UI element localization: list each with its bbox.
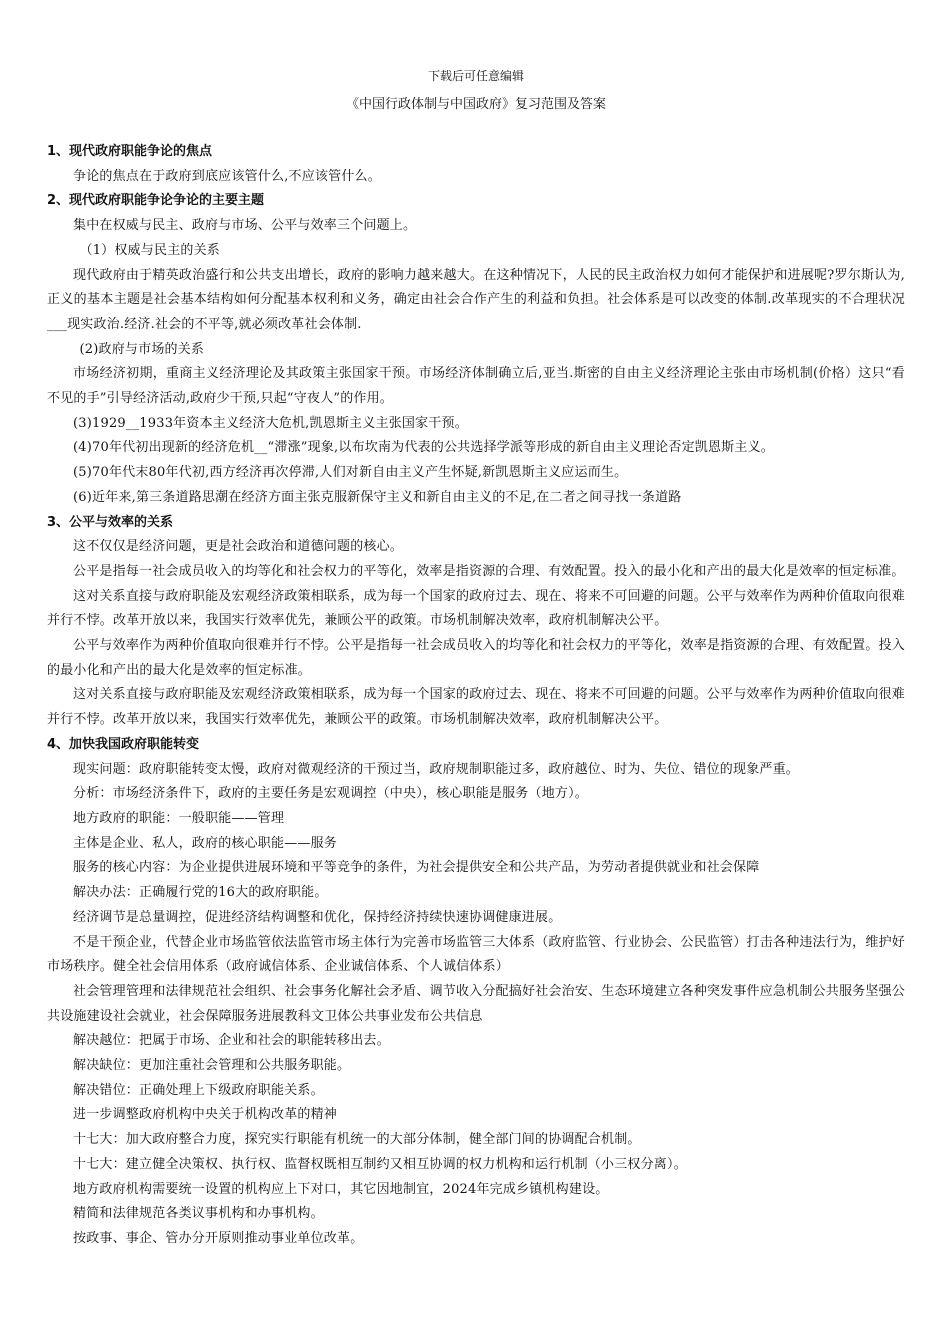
- paragraph: 社会管理管理和法律规范社会组织、社会事务化解社会矛盾、调节收入分配搞好社会治安、生态环境建立各种突发事件应急机制公共服务坚强公共设施建设社会就业，社会保障服务进展教科文卫体公共事业发布公共信息: [47, 983, 905, 1024]
- section-heading: 1、现代政府职能争论的焦点: [47, 144, 213, 159]
- paragraph: (2)政府与市场的关系: [79, 341, 205, 357]
- paragraph: 主体是企业、私人，政府的核心职能——服务: [73, 835, 338, 851]
- paragraph: 公平是指每一社会成员收入的均等化和社会权力的平等化，效率是指资源的合理、有效配置。投入的最小化和产出的最大化是效率的恒定标准。: [73, 563, 905, 579]
- paragraph: （1）权威与民主的关系: [79, 242, 220, 258]
- section-heading: 2、现代政府职能争论争论的主要主题: [47, 193, 265, 209]
- paragraph: 精简和法律规范各类议事机构和办事机构。: [73, 1206, 324, 1222]
- paragraph: 进一步调整政府机构中央关于机构改革的精神: [73, 1107, 338, 1123]
- paragraph: 不是干预企业，代替企业市场监管依法监管市场主体行为完善市场监管三大体系（政府监管、行业协会、公民监管）打击各种违法行为，维护好市场秩序。健全社会信用体系（政府诚信体系、企业诚信体系、个人诚信体系）: [47, 934, 905, 975]
- paragraph: (3)1929__1933年资本主义经济大危机,凯恩斯主义主张国家干预。: [73, 415, 468, 431]
- paragraph: 集中在权威与民主、政府与市场、公平与效率三个问题上。: [73, 218, 417, 234]
- document-page: [47, 60, 905, 1252]
- paragraph: 这不仅仅是经济问题，更是社会政治和道德问题的核心。: [73, 539, 404, 555]
- paragraph: 公平与效率作为两种价值取向很难并行不悖。公平是指每一社会成员收入的均等化和社会权力的平等化，效率是指资源的合理、有效配置。投入的最小化和产出的最大化是效率的恒定标准。: [47, 638, 905, 678]
- section-heading: 4、加快我国政府职能转变: [47, 736, 200, 752]
- document-title: 《中国行政体制与中国政府》复习范围及答案: [345, 97, 606, 112]
- paragraph: 现代政府由于精英政治盛行和公共支出增长，政府的影响力越来越大。在这种情况下，人民的民主政治权力如何才能保护和进展呢?罗尔斯认为,正义的基本主题是社会基本结构如何分配基本权利和义务，确定由社会合作产生的利益和负担。社会体系是可以改变的体制.改革现实的不合理状况___现实政治.经济.社会的不平等,就必须改革社会体制.: [47, 267, 905, 332]
- paragraph: (4)70年代初出现新的经济危机__“滞涨”现象,以布坎南为代表的公共选择学派等形成的新自由主义理论否定凯恩斯主义。: [73, 440, 774, 456]
- paragraph: (6)近年来,第三条道路思潮在经济方面主张克服新保守主义和新自由主义的不足,在二者之间寻找一条道路: [73, 489, 682, 505]
- paragraph: 地方政府的职能：一般职能——管理: [73, 810, 285, 826]
- paragraph: 十七大：加大政府整合力度，探究实行职能有机统一的大部分体制，健全部门间的协调配合机制。: [73, 1132, 641, 1148]
- paragraph: (5)70年代末80年代初,西方经济再次停滞,人们对新自由主义产生怀疑,新凯恩斯主义应运而生。: [73, 465, 628, 481]
- document-body: [47, 140, 905, 1252]
- paragraph: 按政事、事企、管办分开原则推动事业单位改革。: [73, 1230, 364, 1246]
- paragraph: 这对关系直接与政府职能及宏观经济政策相联系，成为每一个国家的政府过去、现在、将来不可回避的问题。公平与效率作为两种价值取向很难并行不悖。改革开放以来，我国实行效率优先，兼顾公平的政策。市场机制解决效率，政府机制解决公平。: [47, 588, 905, 629]
- paragraph: 解决办法：正确履行党的16大的政府职能。: [73, 885, 328, 901]
- header-note: 下载后可任意编辑: [427, 69, 524, 83]
- paragraph: 现实问题：政府职能转变太慢，政府对微观经济的干预过当，政府规制职能过多，政府越位、时为、失位、错位的现象严重。: [73, 761, 800, 777]
- paragraph: 地方政府机构需要统一设置的机构应上下对口，其它因地制宜，2024年完成乡镇机构建设。: [73, 1181, 609, 1197]
- paragraph: 解决缺位：更加注重社会管理和公共服务职能。: [73, 1058, 351, 1074]
- paragraph: 经济调节是总量调控，促进经济结构调整和优化，保持经济持续快速协调健康进展。: [73, 909, 562, 925]
- paragraph: 这对关系直接与政府职能及宏观经济政策相联系，成为每一个国家的政府过去、现在、将来不可回避的问题。公平与效率作为两种价值取向很难并行不悖。改革开放以来，我国实行效率优先，兼顾公平的政策。市场机制解决效率，政府机制解决公平。: [47, 687, 905, 728]
- paragraph: 解决越位：把属于市场、企业和社会的职能转移出去。: [73, 1033, 390, 1049]
- paragraph: 市场经济初期，重商主义经济理论及其政策主张国家干预。市场经济体制确立后,亚当.斯密的自由主义经济理论主张由市场机制(价格）这只“看不见的手”引导经济活动,政府少干预,只起“守夜人”的作用。: [47, 366, 905, 407]
- paragraph: 十七大：建立健全决策权、执行权、监督权既相互制约又相互协调的权力机构和运行机制（小三权分离）。: [73, 1156, 687, 1172]
- section-heading: 3、公平与效率的关系: [47, 514, 174, 530]
- paragraph: 分析：市场经济条件下，政府的主要任务是宏观调控（中央），核心职能是服务（地方）。: [73, 786, 589, 802]
- paragraph: 争论的焦点在于政府到底应该管什么,不应该管什么。: [73, 168, 381, 184]
- paragraph: 解决错位：正确处理上下级政府职能关系。: [73, 1082, 324, 1098]
- paragraph: 服务的核心内容：为企业提供进展环境和平等竞争的条件，为社会提供安全和公共产品，为劳动者提供就业和社会保障: [73, 860, 760, 876]
